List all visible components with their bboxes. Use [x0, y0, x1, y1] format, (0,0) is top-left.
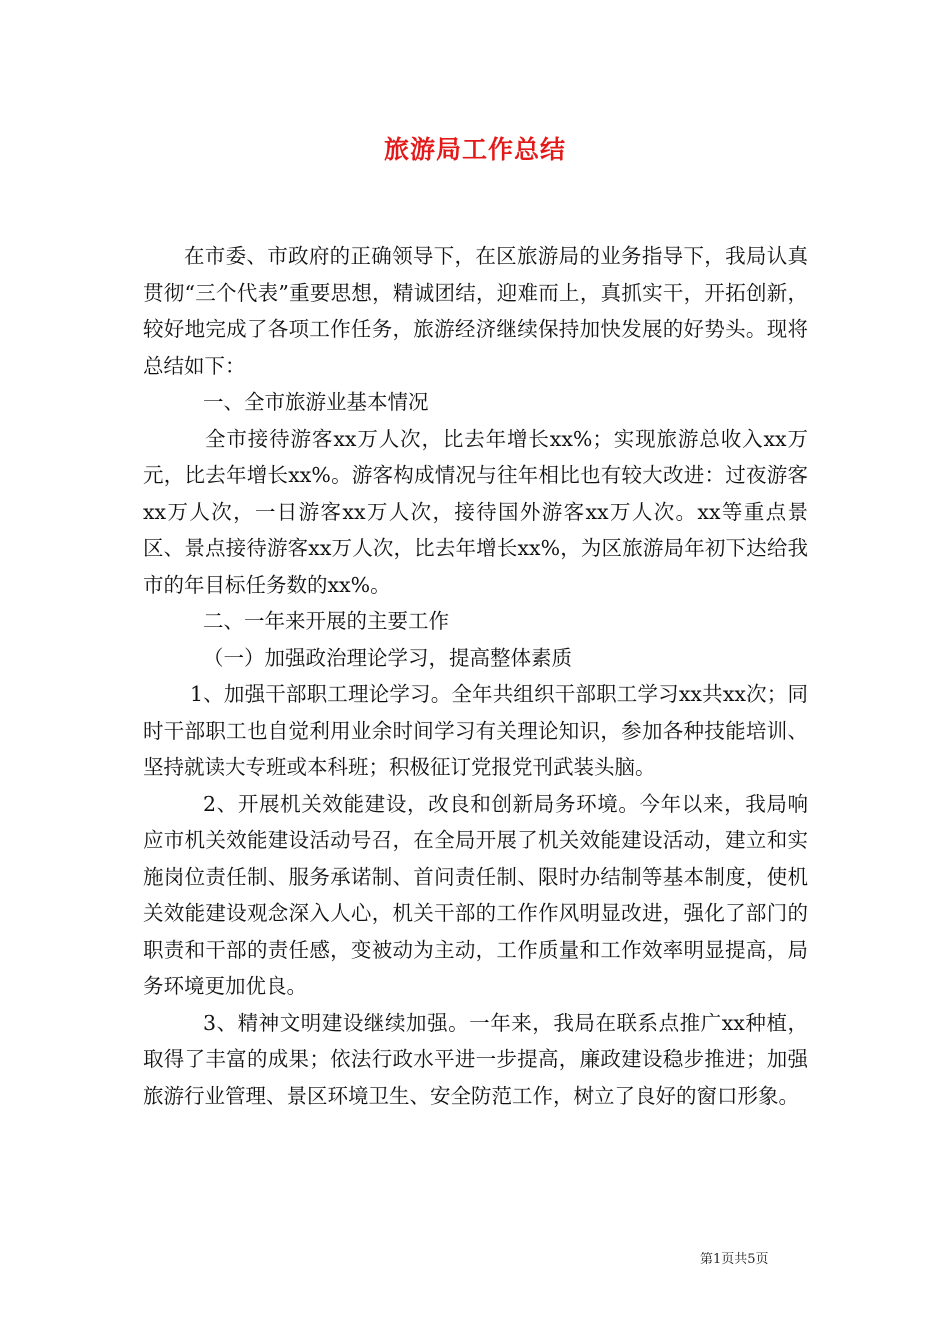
document-title: 旅游局工作总结: [383, 135, 566, 164]
page-indicator: 第1页共5页: [700, 1252, 769, 1267]
section-heading-2: 二、一年来开展的主要工作: [203, 609, 449, 633]
intro-paragraph: 在市委、市政府的正确领导下，在区旅游局的业务指导下，我局认真贯彻“三个代表”重要思想，精诚团结，迎难而上，真抓实干，开拓创新，较好地完成了各项工作任务，旅游经济继续保持加快发展的好势头。现将总结如下：: [143, 244, 808, 378]
document-body: [143, 238, 808, 1114]
item-2-paragraph: 2、开展机关效能建设，改良和创新局务环境。今年以来，我局响应市机关效能建设活动号召，在全局开展了机关效能建设活动，建立和实施岗位责任制、服务承诺制、首问责任制、限时办结制等基本制度，使机关效能建设观念深入人心，机关干部的工作作风明显改进，强化了部门的职责和干部的责任感，变被动为主动，工作质量和工作效率明显提高，局务环境更加优良。: [143, 791, 808, 998]
item-1-paragraph: 1、加强干部职工理论学习。全年共组织干部职工学习xx共xx次；同时干部职工也自觉利用业余时间学习有关理论知识，参加各种技能培训、坚持就读大专班或本科班；积极征订党报党刊武装头脑。: [143, 682, 808, 779]
section-heading-1: 一、全市旅游业基本情况: [203, 390, 429, 414]
item-3-paragraph: 3、精神文明建设继续加强。一年来，我局在联系点推广xx种植，取得了丰富的成果；依法行政水平进一步提高，廉政建设稳步推进；加强旅游行业管理、景区环境卫生、安全防范工作，树立了良好的窗口形象。: [143, 1010, 808, 1108]
subsection-heading-1: （一）加强政治理论学习，提高整体素质: [203, 645, 572, 670]
statistics-paragraph: 全市接待游客xx万人次，比去年增长xx%；实现旅游总收入xx万元，比去年增长xx%。游客构成情况与往年相比也有较大改进：过夜游客xx万人次，一日游客xx万人次，接待国外游客xx万人次。xx等重点景区、景点接待游客xx万人次，比去年增长xx%，为区旅游局年初下达给我市的年目标任务数的xx%。: [143, 426, 808, 597]
